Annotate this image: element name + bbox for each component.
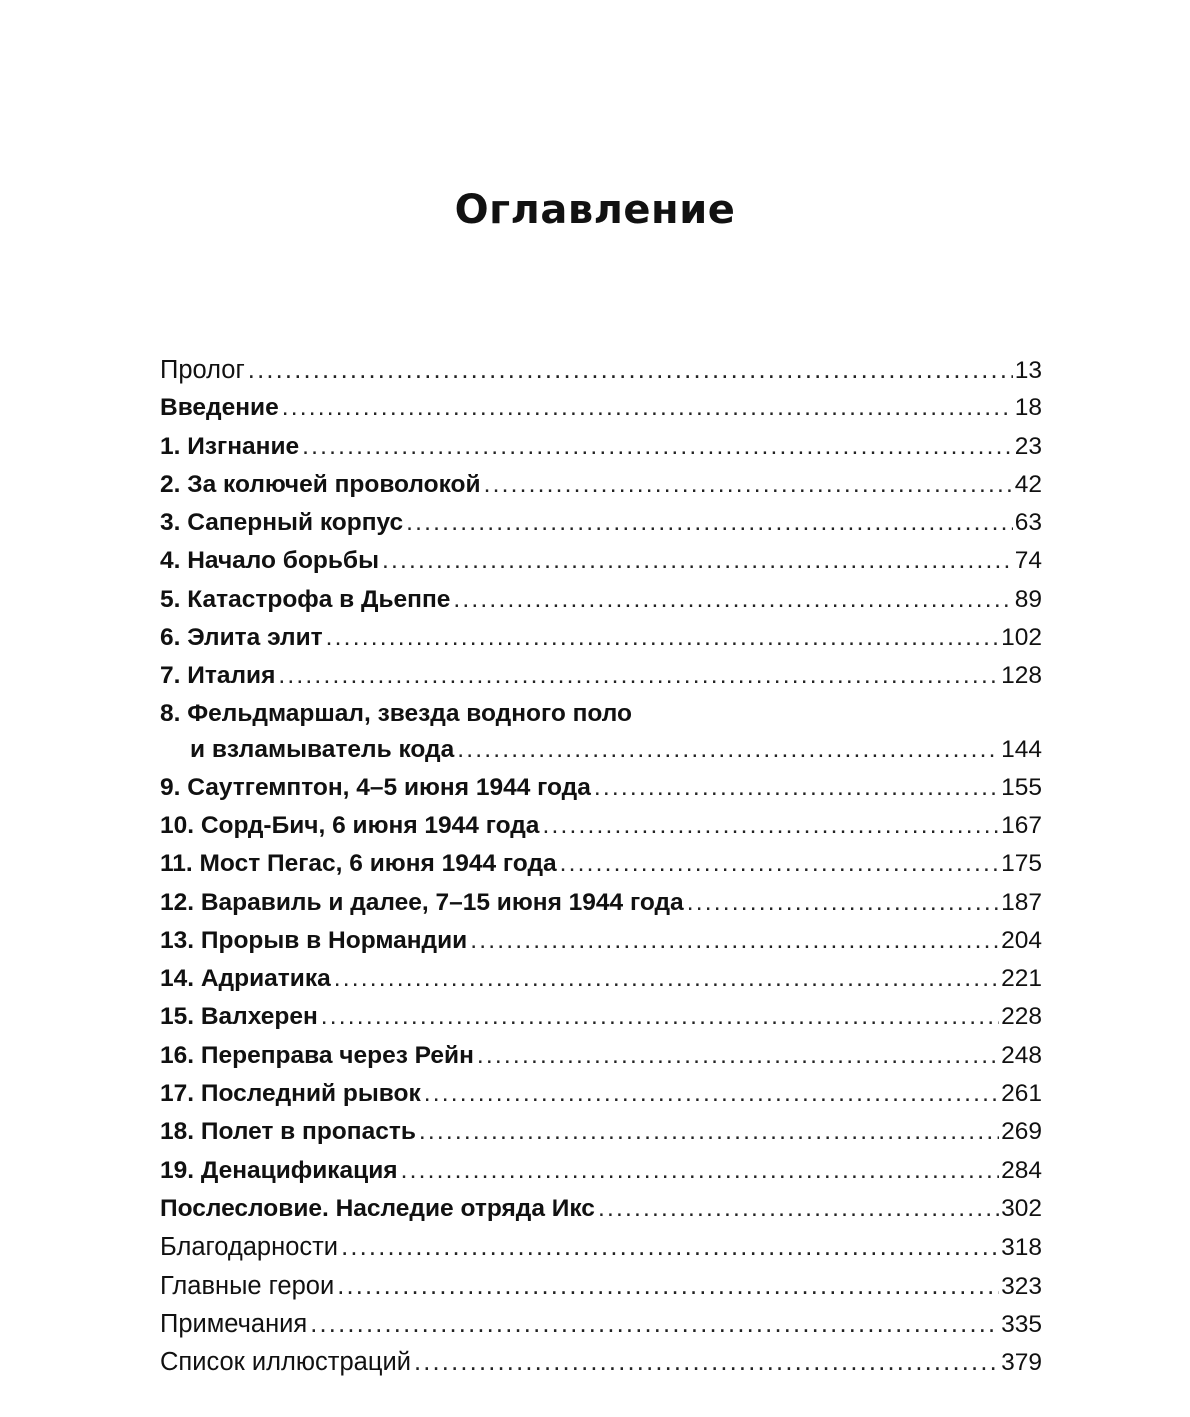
toc-entry-label: 7. Италия bbox=[160, 662, 276, 690]
toc-entry-label: 2. За колючей проволокой bbox=[160, 470, 481, 498]
toc-entry-label: 9. Саутгемптон, 4–5 июня 1944 года bbox=[160, 773, 591, 801]
toc-entry-label: 3. Саперный корпус bbox=[160, 509, 404, 537]
toc-entry[interactable] bbox=[160, 769, 1042, 807]
toc-entry-label: 1. Изгнание bbox=[160, 432, 300, 460]
toc-page-number: 302 bbox=[1001, 1194, 1042, 1222]
dot-leader bbox=[321, 998, 999, 1036]
toc-page-number: 261 bbox=[1001, 1080, 1042, 1108]
dot-leader bbox=[477, 1037, 999, 1075]
table-of-contents bbox=[160, 351, 1042, 1381]
toc-page-number: 335 bbox=[1001, 1310, 1042, 1338]
toc-entry[interactable] bbox=[160, 998, 1042, 1036]
toc-entry[interactable] bbox=[160, 1037, 1042, 1075]
dot-leader bbox=[560, 845, 999, 883]
dot-leader bbox=[278, 657, 999, 695]
toc-entry[interactable] bbox=[160, 1305, 1042, 1343]
toc-entry-label-line2: и взламыватель кода bbox=[190, 735, 455, 763]
dot-leader bbox=[598, 1190, 999, 1228]
toc-entry[interactable] bbox=[160, 1152, 1042, 1190]
dot-leader bbox=[414, 1343, 999, 1381]
toc-entry-label: 19. Денацификация bbox=[160, 1156, 398, 1184]
dot-leader bbox=[424, 1075, 999, 1113]
toc-entry[interactable] bbox=[160, 960, 1042, 998]
toc-entry-label: 17. Последний рывок bbox=[160, 1080, 421, 1108]
toc-page-number: 18 bbox=[1014, 394, 1042, 422]
toc-entry[interactable] bbox=[160, 1267, 1042, 1305]
toc-entry[interactable] bbox=[160, 922, 1042, 960]
toc-entry[interactable] bbox=[160, 845, 1042, 883]
dot-leader bbox=[406, 504, 1013, 542]
dot-leader bbox=[382, 542, 1013, 580]
toc-entry-label: Благодарности bbox=[160, 1233, 339, 1262]
dot-leader bbox=[594, 769, 999, 807]
toc-entry[interactable] bbox=[160, 1190, 1042, 1228]
toc-entry-label: 12. Варавиль и далее, 7–15 июня 1944 года bbox=[160, 888, 684, 916]
toc-page-number: 13 bbox=[1014, 357, 1042, 384]
toc-page-number: 167 bbox=[1001, 811, 1042, 839]
dot-leader bbox=[334, 960, 999, 998]
toc-entry[interactable] bbox=[160, 351, 1042, 389]
toc-page-number: 187 bbox=[1001, 888, 1042, 916]
toc-entry[interactable] bbox=[160, 466, 1042, 504]
toc-entry-multiline[interactable] bbox=[160, 696, 1042, 769]
toc-entry[interactable] bbox=[160, 1343, 1042, 1381]
toc-entry[interactable] bbox=[160, 1228, 1042, 1266]
toc-page-number: 74 bbox=[1014, 547, 1042, 575]
toc-page-number: 284 bbox=[1001, 1156, 1042, 1184]
toc-entry-label: 6. Элита элит bbox=[160, 624, 323, 652]
toc-page-number: 248 bbox=[1001, 1041, 1042, 1069]
toc-entry-label: 14. Адриатика bbox=[160, 965, 331, 993]
toc-entry[interactable] bbox=[160, 884, 1042, 922]
toc-page-number: 155 bbox=[1001, 773, 1042, 801]
dot-leader bbox=[453, 581, 1012, 619]
dot-leader bbox=[310, 1305, 999, 1343]
dot-leader bbox=[419, 1113, 999, 1151]
dot-leader bbox=[542, 807, 999, 845]
toc-entry-label: 5. Катастрофа в Дьеппе bbox=[160, 585, 451, 613]
toc-entry[interactable] bbox=[160, 581, 1042, 619]
dot-leader bbox=[302, 428, 1013, 466]
toc-entry[interactable] bbox=[160, 619, 1042, 657]
dot-leader bbox=[401, 1152, 1000, 1190]
page-title: Оглавление bbox=[454, 187, 736, 233]
toc-page-number: 269 bbox=[1001, 1118, 1042, 1146]
toc-entry-label: 18. Полет в пропасть bbox=[160, 1118, 416, 1146]
dot-leader bbox=[457, 731, 999, 768]
toc-page-number: 102 bbox=[1001, 624, 1042, 652]
toc-entry-label-line1: 8. Фельдмаршал, звезда водного поло bbox=[160, 699, 632, 727]
toc-page-number: 42 bbox=[1014, 470, 1042, 498]
toc-entry-label: Примечания bbox=[160, 1309, 308, 1338]
toc-entry[interactable] bbox=[160, 1113, 1042, 1151]
dot-leader bbox=[484, 466, 1013, 504]
toc-entry[interactable] bbox=[160, 807, 1042, 845]
dot-leader bbox=[687, 884, 999, 922]
dot-leader bbox=[470, 922, 999, 960]
toc-entry-label: Список иллюстраций bbox=[160, 1348, 411, 1377]
toc-entry-label: Пролог bbox=[160, 356, 245, 384]
toc-page-number: 89 bbox=[1014, 585, 1042, 613]
dot-leader bbox=[282, 389, 1013, 427]
toc-page-number: 323 bbox=[1001, 1272, 1042, 1300]
toc-page-number: 23 bbox=[1014, 432, 1042, 460]
toc-page-number: 204 bbox=[1001, 926, 1042, 954]
dot-leader bbox=[248, 351, 1013, 389]
toc-page-number: 175 bbox=[1001, 850, 1042, 878]
toc-page-number: 128 bbox=[1001, 662, 1042, 690]
toc-page-number: 318 bbox=[1001, 1234, 1042, 1262]
toc-entry-label: 4. Начало борьбы bbox=[160, 547, 379, 575]
toc-entry[interactable] bbox=[160, 542, 1042, 580]
toc-page-number: 144 bbox=[1001, 735, 1042, 763]
toc-entry[interactable] bbox=[160, 1075, 1042, 1113]
toc-entry-label: Введение bbox=[160, 394, 279, 422]
toc-entry-line2 bbox=[160, 731, 1042, 768]
dot-leader bbox=[337, 1267, 999, 1305]
toc-entry-label: 13. Прорыв в Нормандии bbox=[160, 926, 468, 954]
toc-entry[interactable] bbox=[160, 428, 1042, 466]
toc-page-number: 63 bbox=[1014, 509, 1042, 537]
toc-entry[interactable] bbox=[160, 657, 1042, 695]
toc-entry-label: Послесловие. Наследие отряда Икс bbox=[160, 1194, 595, 1222]
toc-page-number: 221 bbox=[1001, 965, 1042, 993]
toc-entry-label: 10. Сорд-Бич, 6 июня 1944 года bbox=[160, 811, 540, 839]
toc-page-number: 228 bbox=[1001, 1003, 1042, 1031]
dot-leader bbox=[326, 619, 999, 657]
toc-entry-label: Главные герои bbox=[160, 1271, 335, 1300]
toc-entry[interactable] bbox=[160, 504, 1042, 542]
toc-entry-label: 16. Переправа через Рейн bbox=[160, 1041, 474, 1069]
toc-entry-label: 15. Валхерен bbox=[160, 1003, 318, 1031]
toc-entry-label: 11. Мост Пегас, 6 июня 1944 года bbox=[160, 850, 557, 878]
toc-page-number: 379 bbox=[1001, 1349, 1042, 1377]
dot-leader bbox=[341, 1228, 999, 1266]
toc-entry[interactable] bbox=[160, 389, 1042, 427]
